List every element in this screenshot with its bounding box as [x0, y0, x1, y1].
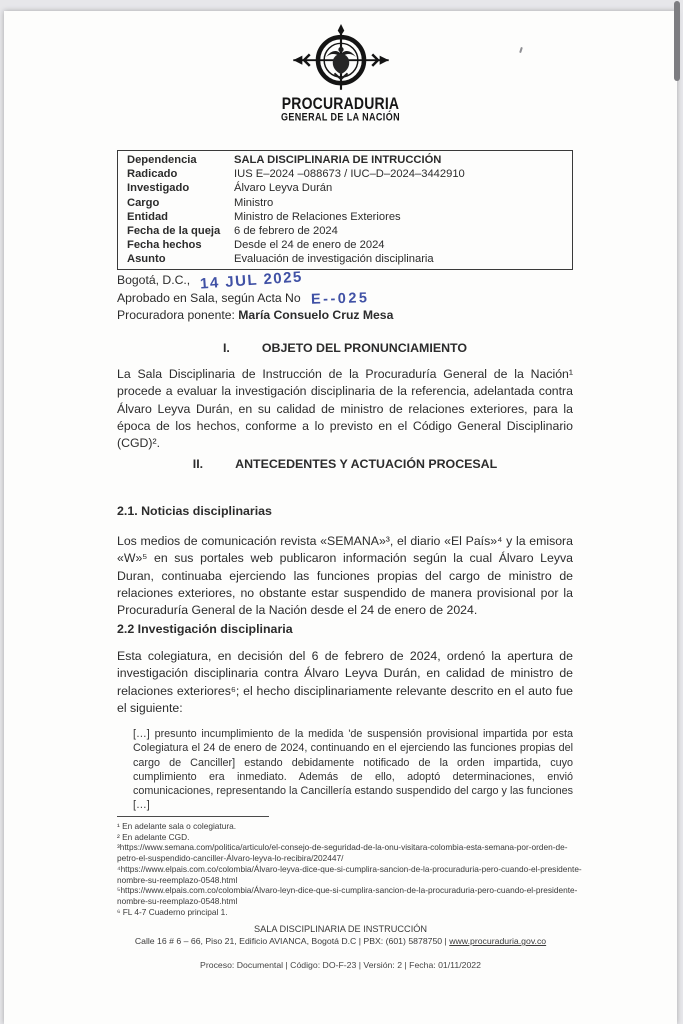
table-row	[118, 181, 572, 195]
footer-website: www.procuraduria.gov.co	[449, 936, 547, 946]
section1-heading	[117, 341, 573, 355]
date-stamp: 14 JUL 2025	[199, 268, 304, 293]
subsection-2-1-paragraph: Los medios de comunicación revista «SEMANA»³, el diario «El País»⁴ y la emisora «W»⁵ en sus portales web publicaron información según la cual Álvaro Leyva Duran, continuaba ejerciendo las funciones propias del cargo de ministro de relaciones exteriores, no obstante estar suspendido de manera provisional por la Procuraduría General de la Nación desde el 24 de enero de 2024.	[117, 534, 573, 618]
row-value: 6 de febrero de 2024	[234, 225, 338, 238]
procuraduria-emblem-icon	[291, 24, 391, 98]
row-value: Evaluación de investigación disciplinaria	[234, 253, 434, 266]
row-label: Radicado	[127, 168, 178, 181]
footnote: ¹ En adelante sala o colegiatura.	[117, 821, 237, 831]
footer-address: Calle 16 # 6 – 66, Piso 21, Edificio AVIANCA, Bogotá D.C | PBX: (601) 5878750 |	[134, 936, 450, 946]
document-page	[4, 11, 677, 1024]
row-value: Ministro de Relaciones Exteriores	[234, 210, 401, 223]
blockquote: […] presunto incumplimiento de la medida 'de suspensión provisional impartida por esta Colegiatura el 24 de enero de 2024, continuando en el ejerciendo las funciones propias del cargo de Canciller] estando debidamente notificado de la orden impartida, cuyo cumplimiento era inmediato. Además de ello, adoptó determinaciones, envió comunicaciones, representando la Cancillería estando suspendido del cargo y las funciones […]	[133, 728, 573, 812]
section1-title: OBJETO DEL PRONUNCIAMIENTO	[261, 341, 468, 355]
row-value: Desde el 24 de enero de 2024	[234, 239, 385, 252]
table-row	[118, 210, 572, 224]
org-name-line1: PROCURADURIA	[281, 93, 400, 113]
row-label: Asunto	[127, 253, 166, 266]
subsection-2-2-paragraph: Esta colegiatura, en decisión del 6 de febrero de 2024, ordenó la apertura de investigación disciplinaria contra Álvaro Leyva Durán, en calidad de ministro de relaciones exteriores⁶; el hecho disciplinariamente relevante descrito en el auto fue el siguiente:	[117, 649, 573, 715]
org-name-line2: GENERAL DE LA NACIÓN	[280, 111, 400, 123]
section1-paragraph: La Sala Disciplinaria de Instrucción de la Procuraduría General de la Nación¹ procede a evaluar la investigación disciplinaria de la referencia, adelantada contra Álvaro Leyva Durán, en su calidad de ministro de relaciones exteriores, para la época de los hechos, conforme a lo previsto en el Código General Disciplinario (CGD)².	[117, 367, 573, 451]
acta-label: Aprobado en Sala, según Acta No	[117, 290, 301, 305]
row-value: Ministro	[234, 196, 274, 209]
table-row	[118, 252, 572, 266]
row-value: Álvaro Leyva Durán	[234, 182, 333, 195]
footer-address-line	[4, 936, 677, 946]
subsection-2-1-heading: 2.1. Noticias disciplinarias	[117, 504, 272, 518]
table-row	[118, 196, 572, 210]
footnote: ⁵https://www.elpais.com.co/colombia/Álvaro-leyn-dice-que-si-cumplira-sancion-de-la-procuraduria-pero-cuando-el-presidente-nombre-su-reemplazo-0548.html	[117, 885, 578, 906]
ponente-label: Procuradora ponente:	[117, 308, 239, 323]
row-value: IUS E–2024 –088673 / IUC–D–2024–3442910	[234, 168, 465, 181]
footnote: ³https://www.semana.com/politica/articulo/el-consejo-de-seguridad-de-la-onu-visitara-colombia-esta-semana-por-orden-de-petro-el-suspendido-canciller-Álvaro-leyva-lo-recibira/202447/	[117, 842, 568, 864]
scrollbar-thumb[interactable]	[674, 1, 680, 81]
org-logo	[4, 24, 677, 122]
row-label: Fecha de la queja	[127, 225, 221, 238]
footnotes-block	[117, 821, 589, 917]
row-label: Cargo	[127, 196, 160, 209]
section1-number: I.	[222, 341, 230, 355]
table-row	[118, 167, 572, 181]
city-date-line	[117, 268, 393, 293]
section2-heading	[117, 457, 573, 471]
row-label: Investigado	[127, 182, 190, 195]
table-row	[118, 238, 572, 252]
city-label: Bogotá, D.C.,	[117, 273, 191, 287]
footnote: ² En adelante CGD.	[117, 831, 190, 842]
intro-block	[117, 268, 394, 324]
table-row	[118, 224, 572, 238]
section2-title: ANTECEDENTES Y ACTUACIÓN PROCESAL	[235, 457, 498, 471]
section2-number: II.	[192, 457, 204, 471]
acta-line	[117, 290, 393, 308]
acta-number-stamp: E--025	[310, 289, 370, 308]
subsection-2-2-heading: 2.2 Investigación disciplinaria	[117, 622, 293, 636]
footnote-separator	[117, 816, 269, 817]
ponente-line	[117, 307, 393, 324]
row-label: Entidad	[127, 210, 169, 223]
case-info-table	[117, 150, 573, 270]
row-label: Dependencia	[127, 154, 197, 166]
ponente-name: María Consuelo Cruz Mesa	[238, 308, 394, 323]
footnote: ⁶ FL 4-7 Cuaderno principal 1.	[117, 906, 228, 917]
row-label: Fecha hechos	[127, 239, 202, 252]
footnote: ⁴https://www.elpais.com.co/colombia/Álvaro-leyva-dice-que-si-cumplira-sancion-de-la-procuraduria-pero-cuando-el-presidente-nombre-su-reemplazo-0548.html	[117, 863, 582, 885]
row-value: SALA DISCIPLINARIA DE INTRUCCIÓN	[234, 154, 442, 166]
footer-process-line: Proceso: Documental | Código: DO-F-23 | Versión: 2 | Fecha: 01/11/2022	[200, 960, 481, 970]
footer-office: SALA DISCIPLINARIA DE INSTRUCCIÓN	[253, 924, 428, 934]
table-row	[118, 153, 572, 167]
